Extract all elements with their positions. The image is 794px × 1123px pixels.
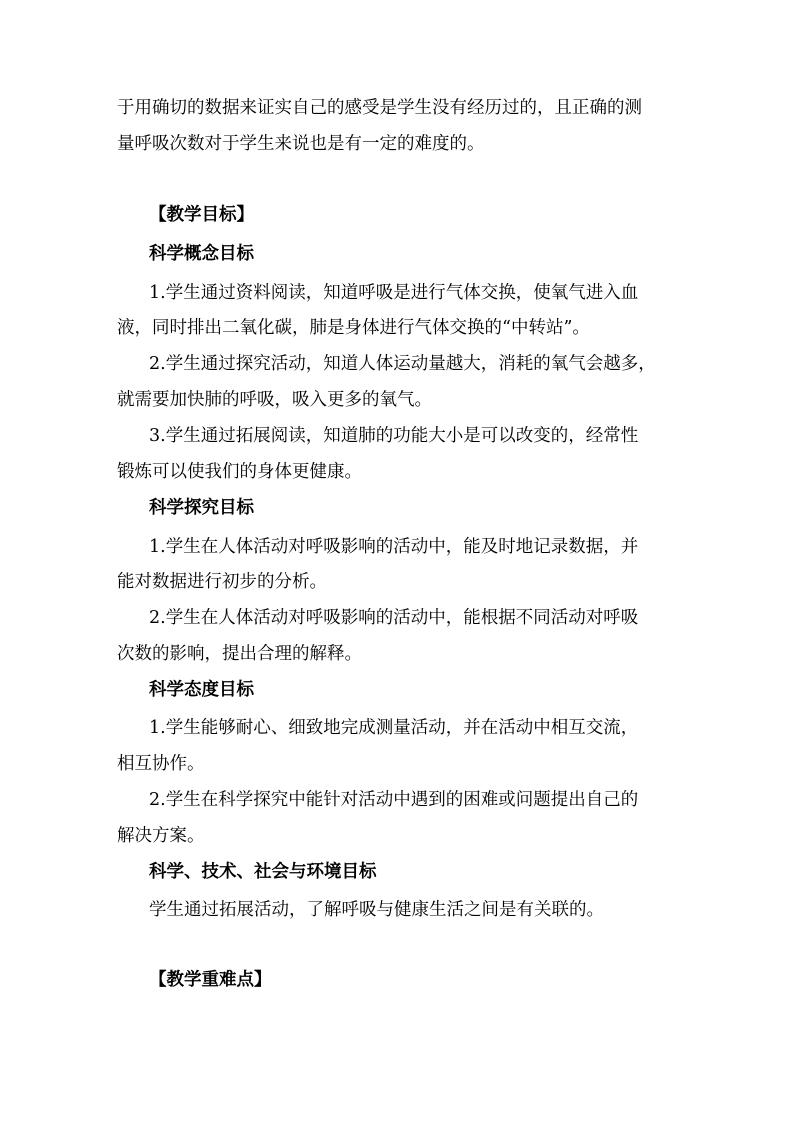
subheading-inquiry-goals: 科学探究目标 xyxy=(149,498,254,518)
inquiry-item-1-line-1: 1.学生在人体活动对呼吸影响的活动中，能及时地记录数据，并 xyxy=(149,537,639,557)
concept-item-1-line-1: 1.学生通过资料阅读，知道呼吸是进行气体交换，使氧气进入血 xyxy=(149,283,639,303)
inquiry-item-1-line-2: 能对数据进行初步的分析。 xyxy=(117,572,327,592)
attitude-item-1-line-1: 1.学生能够耐心、细致地完成测量活动，并在活动中相互交流， xyxy=(149,718,639,738)
inquiry-item-2-line-1: 2.学生在人体活动对呼吸影响的活动中，能根据不同活动对呼吸 xyxy=(149,608,639,628)
attitude-item-1-line-2: 相互协作。 xyxy=(117,754,205,774)
intro-line-1: 于用确切的数据来证实自己的感受是学生没有经历过的，且正确的测 xyxy=(117,98,642,118)
subheading-sts-goals: 科学、技术、社会与环境目标 xyxy=(149,862,377,882)
concept-item-3-line-2: 锻炼可以使我们的身体更健康。 xyxy=(117,462,362,482)
concept-item-2-line-2: 就需要加快肺的呼吸，吸入更多的氧气。 xyxy=(117,390,432,410)
section-heading-teaching-goals: 【教学目标】 xyxy=(149,205,254,225)
intro-line-2: 量呼吸次数对于学生来说也是有一定的难度的。 xyxy=(117,134,485,154)
subheading-attitude-goals: 科学态度目标 xyxy=(149,680,254,700)
inquiry-item-2-line-2: 次数的影响，提出合理的解释。 xyxy=(117,644,362,664)
sts-item-1: 学生通过拓展活动，了解呼吸与健康生活之间是有关联的。 xyxy=(149,900,604,920)
section-heading-key-points: 【教学重难点】 xyxy=(149,970,272,990)
attitude-item-2-line-2: 解决方案。 xyxy=(117,826,205,846)
concept-item-3-line-1: 3.学生通过拓展阅读，知道肺的功能大小是可以改变的，经常性 xyxy=(149,426,639,446)
attitude-item-2-line-1: 2.学生在科学探究中能针对活动中遇到的困难或问题提出自己的 xyxy=(149,790,639,810)
concept-item-2-line-1: 2.学生通过探究活动，知道人体运动量越大，消耗的氧气会越多， xyxy=(149,354,656,374)
subheading-concept-goals: 科学概念目标 xyxy=(149,244,254,264)
concept-item-1-line-2: 液，同时排出二氧化碳，肺是身体进行气体交换的“中转站”。 xyxy=(117,318,590,338)
